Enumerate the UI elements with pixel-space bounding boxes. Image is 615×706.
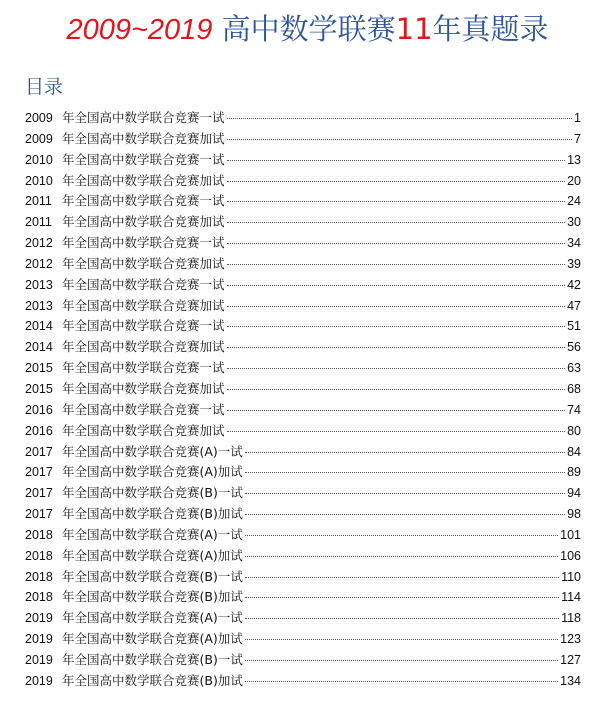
toc-entry[interactable] (25, 504, 581, 525)
toc-entry[interactable] (25, 316, 581, 337)
toc-entry-page: 114 (561, 590, 581, 605)
toc-entry[interactable] (25, 233, 581, 254)
toc-entry-title: 年全国高中数学联合竞赛一试 (62, 276, 225, 292)
toc-entry[interactable] (25, 379, 581, 400)
toc-entry-title: 年全国高中数学联合竞赛一试 (62, 110, 225, 125)
toc-entry-page: 80 (567, 423, 581, 438)
toc-entry-title: 年全国高中数学联合竞赛(B)一试 (62, 485, 243, 501)
toc-entry-year: 2019 (25, 673, 53, 688)
toc-entry-year: 2017 (25, 507, 53, 522)
toc-entry-leader (227, 347, 566, 348)
toc-entry[interactable] (25, 108, 581, 129)
toc-entry-page: 98 (567, 507, 581, 522)
toc-entry-title: 年全国高中数学联合竞赛加试 (62, 422, 225, 438)
toc-entry[interactable] (25, 358, 581, 379)
toc-entry-year: 2017 (25, 465, 53, 480)
toc-entry-page: 101 (560, 527, 581, 542)
toc-entry-year: 2011 (25, 215, 52, 230)
toc-entry-title: 年全国高中数学联合竞赛(B)加试 (62, 506, 243, 522)
toc-entry-leader (227, 285, 566, 286)
toc-entry[interactable] (25, 442, 581, 463)
toc-entry[interactable] (25, 296, 581, 317)
toc-entry-year: 2018 (25, 527, 53, 542)
toc-entry-title: 年全国高中数学联合竞赛加试 (62, 255, 225, 271)
toc-entry-title: 年全国高中数学联合竞赛一试 (62, 193, 225, 209)
document-title (0, 8, 615, 51)
toc-entry-leader (227, 160, 566, 161)
toc-entry[interactable] (25, 650, 581, 671)
toc-entry-year: 2019 (25, 652, 53, 667)
toc-entry-year: 2018 (25, 548, 53, 563)
toc-entry-year: 2013 (25, 277, 53, 292)
toc-entry-page: 1 (574, 111, 581, 125)
toc-entry-year: 2011 (25, 194, 52, 209)
toc-entry-page: 110 (561, 569, 581, 584)
toc-entry-leader (227, 410, 566, 411)
toc-entry-year: 2012 (25, 236, 53, 251)
toc-entry[interactable] (25, 191, 581, 212)
toc-entry-leader (245, 556, 558, 557)
toc-entry-leader (245, 597, 559, 598)
toc-entry-leader (245, 472, 565, 473)
toc-entry-page: 84 (567, 444, 581, 459)
toc-entry-title: 年全国高中数学联合竞赛加试 (62, 297, 225, 313)
toc-entry-year: 2014 (25, 319, 53, 334)
toc-entry-leader (227, 431, 566, 432)
toc-entry-page: 68 (567, 381, 581, 396)
toc-entry-title: 年全国高中数学联合竞赛(A)加试 (62, 631, 243, 647)
toc-entry[interactable] (25, 608, 581, 629)
toc-entry-page: 13 (567, 152, 581, 167)
toc-entry[interactable] (25, 546, 581, 567)
toc-entry-leader (245, 452, 565, 453)
toc-entry-leader (227, 118, 573, 119)
toc-entry-leader (245, 514, 565, 515)
toc-entry-title: 年全国高中数学联合竞赛(B)加试 (62, 672, 243, 688)
toc-entry-year: 2009 (25, 131, 53, 146)
toc-entry-year: 2010 (25, 152, 53, 167)
toc-entry-title: 年全国高中数学联合竞赛加试 (62, 214, 225, 230)
toc-entry[interactable] (25, 629, 581, 650)
toc-entry-year: 2016 (25, 423, 53, 438)
toc-entry-title: 年全国高中数学联合竞赛(A)一试 (62, 610, 243, 626)
toc-entry-leader (227, 326, 566, 327)
toc-entry-title: 年全国高中数学联合竞赛(B)加试 (62, 589, 243, 605)
toc-entry[interactable] (25, 150, 581, 171)
title-middle: 高中数学联赛 (212, 12, 396, 46)
toc-entry-title: 年全国高中数学联合竞赛一试 (62, 235, 225, 251)
toc-entry-leader (227, 389, 566, 390)
toc-entry-leader (245, 660, 558, 661)
toc-entry-year: 2018 (25, 590, 53, 605)
toc-entry-title: 年全国高中数学联合竞赛一试 (62, 151, 225, 167)
toc-entry-leader (245, 493, 565, 494)
toc-entry-leader (227, 222, 566, 223)
toc-entry-year: 2013 (25, 298, 53, 313)
toc-entry-title: 年全国高中数学联合竞赛(B)一试 (62, 568, 243, 584)
toc-entry[interactable] (25, 671, 581, 692)
toc-entry[interactable] (25, 337, 581, 358)
toc-entry-year: 2016 (25, 402, 53, 417)
toc-entry-title: 年全国高中数学联合竞赛(A)一试 (62, 526, 243, 542)
toc-entry-title: 年全国高中数学联合竞赛(A)一试 (62, 443, 243, 459)
toc-entry-leader (245, 639, 558, 640)
toc-entry-year: 2009 (25, 111, 53, 125)
toc-entry-leader (227, 243, 566, 244)
toc-entry-page: 127 (560, 652, 581, 667)
toc-entry-title: 年全国高中数学联合竞赛加试 (62, 130, 225, 146)
toc-entry-page: 56 (567, 340, 581, 355)
toc-entry-page: 39 (567, 256, 581, 271)
toc-entry-leader (227, 181, 566, 182)
toc-entry[interactable] (25, 129, 581, 150)
toc-entry-page: 47 (567, 298, 581, 313)
toc-entry-year: 2015 (25, 361, 53, 376)
toc-entry-page: 89 (567, 465, 581, 480)
toc-entry[interactable] (25, 567, 581, 588)
toc-heading: 目录 (25, 76, 64, 98)
toc-entry-title: 年全国高中数学联合竞赛一试 (62, 318, 225, 334)
toc-entry-leader (245, 535, 558, 536)
toc-entry-leader (227, 306, 566, 307)
title-count: 11 (395, 12, 433, 46)
toc-entry-leader (227, 264, 566, 265)
toc-entry-year: 2014 (25, 340, 53, 355)
toc-entry-leader (227, 201, 566, 202)
table-of-contents (25, 108, 581, 692)
toc-entry-title: 年全国高中数学联合竞赛一试 (62, 360, 225, 376)
toc-entry-page: 74 (567, 402, 581, 417)
toc-entry-title: 年全国高中数学联合竞赛(A)加试 (62, 547, 243, 563)
toc-entry[interactable] (25, 400, 581, 421)
toc-entry-page: 134 (560, 673, 581, 688)
toc-entry-page: 106 (560, 548, 581, 563)
toc-entry-page: 118 (561, 611, 581, 626)
toc-entry-year: 2019 (25, 632, 53, 647)
toc-entry-title: 年全国高中数学联合竞赛加试 (62, 339, 225, 355)
toc-entry-leader (227, 368, 566, 369)
toc-entry[interactable] (25, 525, 581, 546)
toc-entry[interactable] (25, 254, 581, 275)
title-years: 2009~2019 (66, 14, 213, 46)
toc-entry-page: 34 (567, 236, 581, 251)
toc-entry-page: 63 (567, 361, 581, 376)
toc-entry-page: 24 (567, 194, 581, 209)
toc-entry-year: 2010 (25, 173, 53, 188)
toc-entry-title: 年全国高中数学联合竞赛加试 (62, 380, 225, 396)
toc-entry[interactable] (25, 421, 581, 442)
toc-entry[interactable] (25, 587, 581, 608)
toc-entry-year: 2017 (25, 444, 53, 459)
toc-entry-leader (245, 681, 558, 682)
toc-entry-year: 2019 (25, 611, 53, 626)
toc-entry-page: 20 (567, 173, 581, 188)
toc-entry-page: 7 (574, 131, 581, 146)
toc-entry-page: 30 (567, 215, 581, 230)
toc-entry-page: 94 (567, 486, 581, 501)
toc-entry-page: 42 (567, 277, 581, 292)
toc-entry-year: 2017 (25, 486, 53, 501)
toc-entry[interactable] (25, 483, 581, 504)
toc-entry-year: 2015 (25, 381, 53, 396)
toc-entry[interactable] (25, 462, 581, 483)
toc-entry[interactable] (25, 171, 581, 192)
toc-entry-title: 年全国高中数学联合竞赛(A)加试 (62, 464, 243, 480)
toc-entry[interactable] (25, 275, 581, 296)
toc-entry-leader (245, 618, 559, 619)
toc-entry-title: 年全国高中数学联合竞赛(B)一试 (62, 651, 243, 667)
toc-entry[interactable] (25, 212, 581, 233)
toc-entry-title: 年全国高中数学联合竞赛加试 (62, 172, 225, 188)
toc-entry-year: 2012 (25, 256, 53, 271)
title-end: 年真题录 (432, 12, 549, 46)
toc-entry-page: 123 (560, 632, 581, 647)
toc-entry-year: 2018 (25, 569, 53, 584)
toc-entry-leader (245, 577, 559, 578)
toc-entry-page: 51 (567, 319, 581, 334)
toc-entry-title: 年全国高中数学联合竞赛一试 (62, 401, 225, 417)
toc-entry-leader (227, 139, 573, 140)
